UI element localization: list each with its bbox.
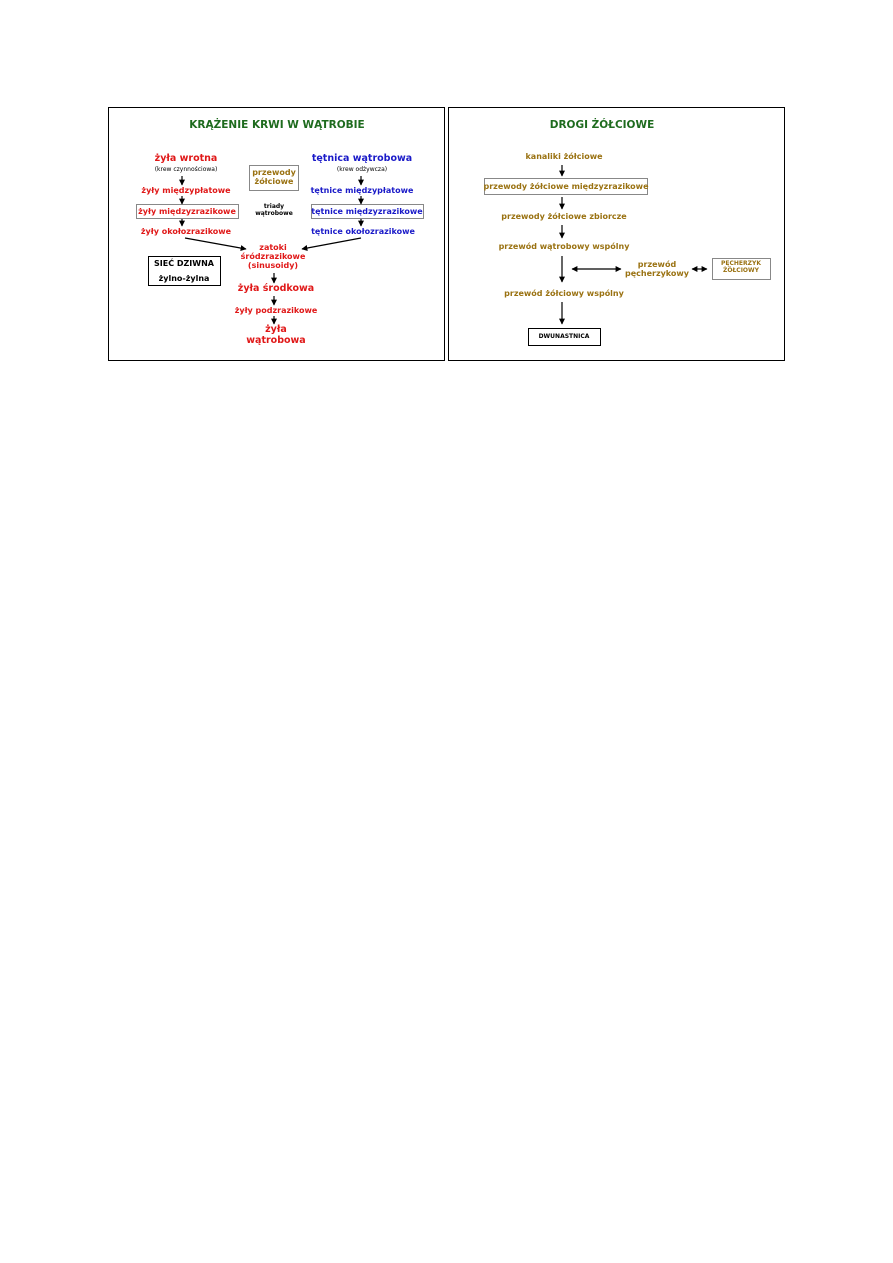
perilobular-veins-label: żyły okołozrazikowe (140, 227, 232, 236)
sublobular-veins-label: żyły podzrazikowe (234, 306, 318, 315)
interlobar-veins-label: żyły międzypłatowe (141, 186, 231, 195)
wonder-net-type-label: żylno-żylna (158, 274, 210, 283)
portal-vein-note: (krew czynnościowa) (154, 166, 218, 173)
hepatic-artery-label: tętnica wątrobowa (311, 153, 413, 164)
interlobular-arteries-label: tętnice międzyzrazikowe (311, 207, 423, 216)
panel-title: KRĄŻENIE KRWI W WĄTROBIE (189, 119, 365, 131)
central-vein-label: żyła środkowa (237, 283, 315, 294)
interlobular-veins-label: żyły międzyzrazikowe (138, 207, 236, 216)
triads-label: triady wątrobowe (255, 203, 293, 217)
bile-ducts-label: przewody żółciowe (252, 168, 296, 187)
interlobar-arteries-label: tętnice międzypłatowe (310, 186, 414, 195)
wonder-net-label: SIEĆ DZIWNA (154, 259, 214, 268)
bile-ducts-panel (448, 107, 785, 361)
hepatic-vein-label: żyła wątrobowa (246, 324, 306, 346)
collecting-ducts-label: przewody żółciowe zbiorcze (501, 212, 627, 221)
cystic-duct-label: przewód pęcherzykowy (624, 260, 690, 279)
gallbladder-label: PĘCHERZYK ŻÓŁCIOWY (721, 260, 761, 274)
sinusoids-label: zatoki śródzrazikowe (sinusoidy) (240, 243, 306, 271)
common-bile-duct-label: przewód żółciowy wspólny (504, 289, 624, 298)
panel-title: DROGI ŻÓŁCIOWE (549, 119, 655, 131)
hepatic-artery-note: (krew odżywcza) (336, 166, 388, 173)
right-arrows (449, 108, 786, 362)
duodenum-label: DWUNASTNICA (538, 333, 590, 340)
interlobular-ducts-label: przewody żółciowe międzyzrazikowe (483, 182, 649, 191)
portal-vein-label: żyła wrotna (154, 153, 218, 164)
canaliculi-label: kanaliki żółciowe (525, 152, 603, 161)
left-arrows (109, 108, 446, 362)
perilobular-arteries-label: tętnice okołozrazikowe (311, 227, 415, 236)
common-hepatic-duct-label: przewód wątrobowy wspólny (498, 242, 630, 251)
liver-circulation-panel (108, 107, 445, 361)
